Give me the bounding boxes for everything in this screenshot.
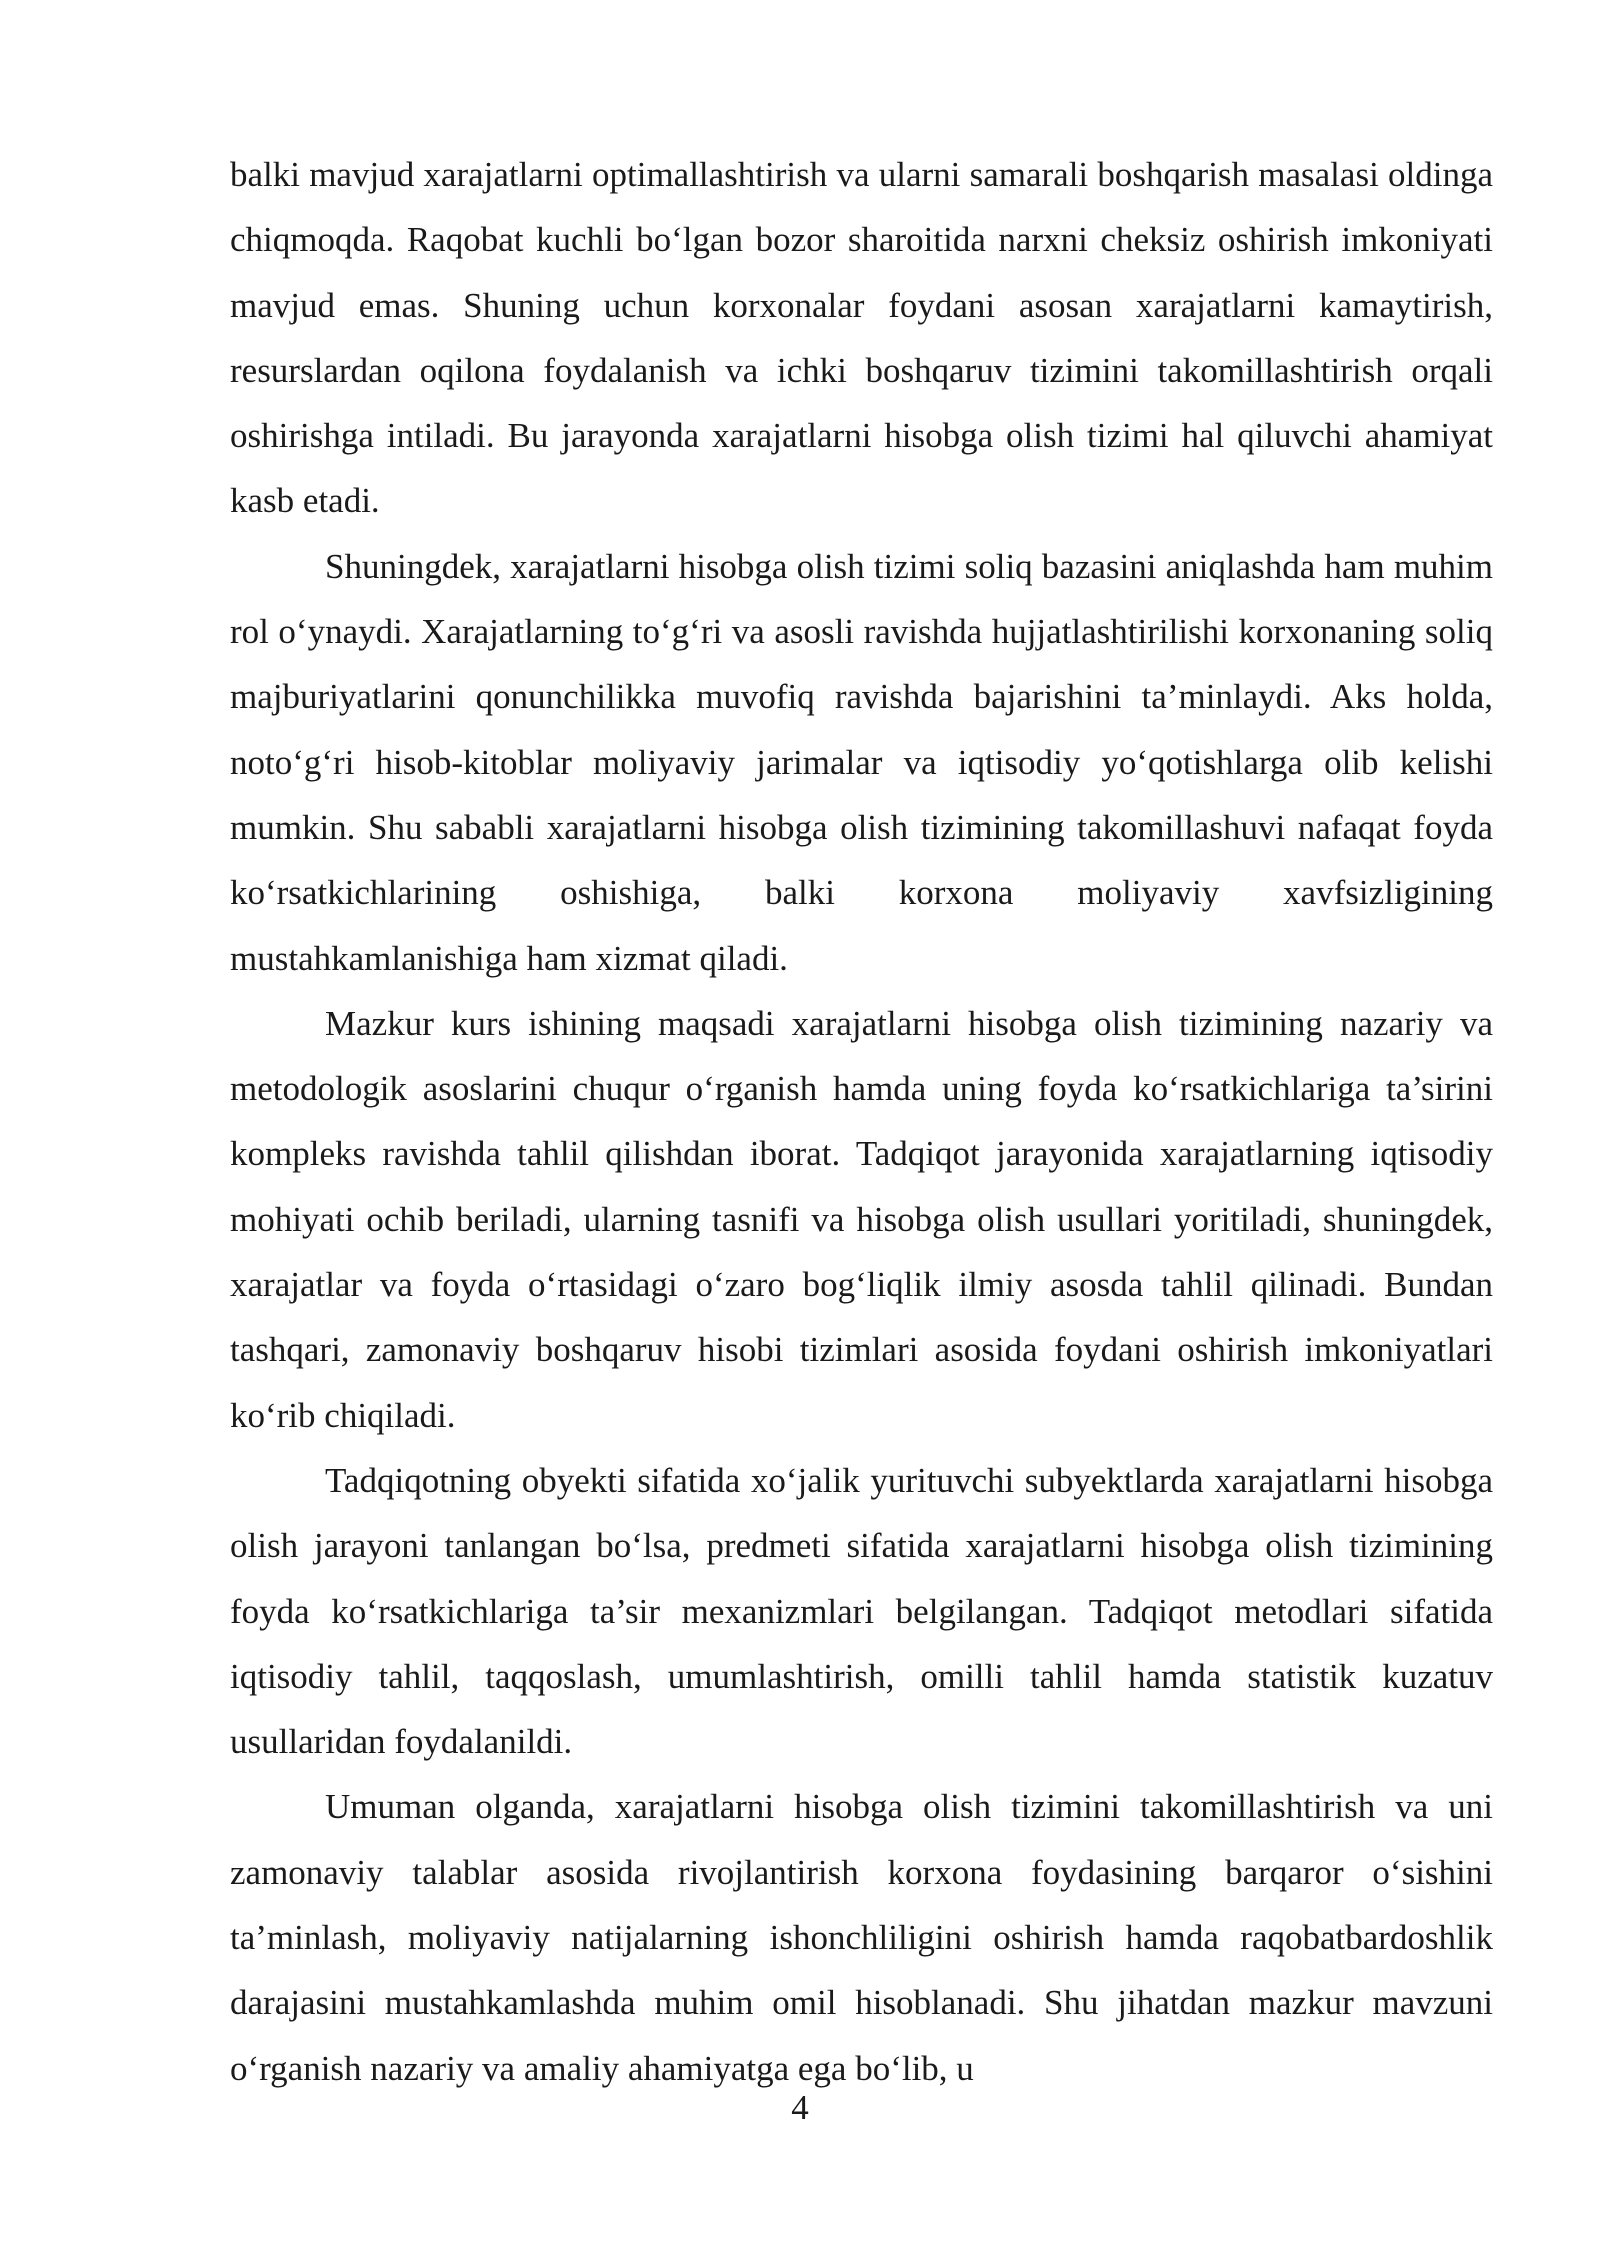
body-text: [230, 142, 1493, 2101]
paragraph-2: Shuningdek, xarajatlarni hisobga olish tizimi soliq bazasini aniqlashda ham muhim rol o‘ynaydi. Xarajatlarning to‘g‘ri va asosli ravishda hujjatlashtirilishi korxonaning soliq majburiyatlarini qonunchilikka muvofiq ravishda bajarishini ta’minlaydi. Aks holda, noto‘g‘ri hisob-kitoblar moliyaviy jarimalar va iqtisodiy yo‘qotishlarga olib kelishi mumkin. Shu sababli xarajatlarni hisobga olish tizimining takomillashuvi nafaqat foyda ko‘rsatkichlarining oshishiga, balki korxona moliyaviy xavfsizligining mustahkamlanishiga ham xizmat qiladi.: [230, 546, 1493, 978]
paragraph-4: Tadqiqotning obyekti sifatida xo‘jalik yurituvchi subyektlarda xarajatlarni hisobga olish jarayoni tanlangan bo‘lsa, predmeti sifatida xarajatlarni hisobga olish tizimining foyda ko‘rsatkichlariga ta’sir mexanizmlari belgilangan. Tadqiqot metodlari sifatida iqtisodiy tahlil, taqqoslash, umumlashtirish, omilli tahlil hamda statistik kuzatuv usullaridan foydalanildi.: [230, 1460, 1493, 1762]
paragraph-3: Mazkur kurs ishining maqsadi xarajatlarni hisobga olish tizimining nazariy va metodologik asoslarini chuqur o‘rganish hamda uning foyda ko‘rsatkichlariga ta’sirini kompleks ravishda tahlil qilishdan iborat. Tadqiqot jarayonida xarajatlarning iqtisodiy mohiyati ochib beriladi, ularning tasnifi va hisobga olish usullari yoritiladi, shuningdek, xarajatlar va foyda o‘rtasidagi o‘zaro bog‘liqlik ilmiy asosda tahlil qilinadi. Bundan tashqari, zamonaviy boshqaruv hisobi tizimlari asosida foydani oshirish imkoniyatlari ko‘rib chiqiladi.: [230, 1003, 1493, 1435]
paragraph-5: Umuman olganda, xarajatlarni hisobga olish tizimini takomillashtirish va uni zamonaviy talablar asosida rivojlantirish korxona foydasining barqaror o‘sishini ta’minlash, moliyaviy natijalarning ishonchliligini oshirish hamda raqobatbardoshlik darajasini mustahkamlashda muhim omil hisoblanadi. Shu jihatdan mazkur mavzuni o‘rganish nazariy va amaliy ahamiyatga ega bo‘lib, u: [230, 1787, 1493, 2088]
paragraph-1: balki mavjud xarajatlarni optimallashtirish va ularni samarali boshqarish masalasi oldinga chiqmoqda. Raqobat kuchli bo‘lgan bozor sharoitida narxni cheksiz oshirish imkoniyati mavjud emas. Shuning uchun korxonalar foydani asosan xarajatlarni kamaytirish, resurslardan oqilona foydalanish va ichki boshqaruv tizimini takomillashtirish orqali oshirishga intiladi. Bu jarayonda xarajatlarni hisobga olish tizimi hal qiluvchi ahamiyat kasb etadi.: [230, 155, 1493, 521]
page-number: 4: [791, 2088, 809, 2127]
